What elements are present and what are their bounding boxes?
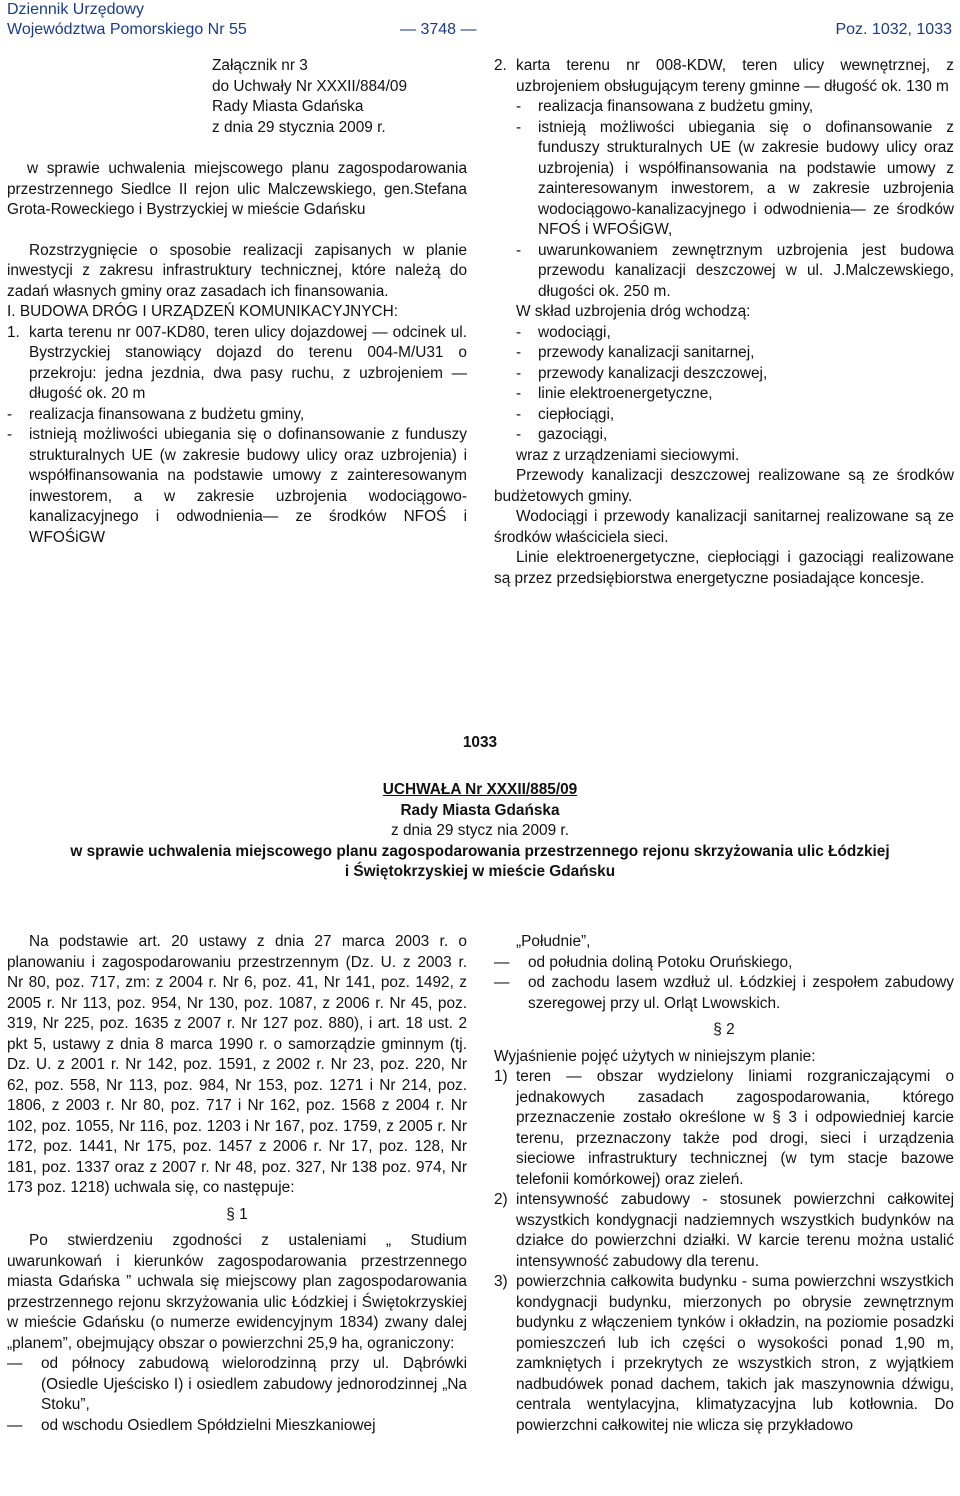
definition-text: intensywność zabudowy - stosunek powierzchni całkowitej wszystkich kondygnacji nadziemnych wszystkich budynków na działce do powierzchni działki. W karcie terenu można ustalić intensywność zabudowy dla terenu.	[516, 1191, 954, 1270]
paragraph-energy: Linie elektroenergetyczne, ciepłociągi i gazociągi realizowane są przez przedsiębiorstwa energetyczne posiadające koncesje.	[494, 549, 954, 587]
publication-title: Dziennik Urzędowy	[7, 1, 144, 18]
right-column-top	[494, 56, 954, 589]
resolution-date: z dnia 29 stycz nia 2009 r.	[391, 822, 569, 839]
annex-line-3: Rady Miasta Gdańska	[212, 98, 364, 115]
item-1-number: 1.	[7, 323, 20, 341]
list-item: — od wschodu Osiedlem Spółdzielni Mieszkaniowej	[7, 1416, 467, 1437]
list-item: - przewody kanalizacji sanitarnej,	[516, 343, 954, 364]
page-number: — 3748 —	[400, 21, 477, 38]
list-item: - realizacja finansowana z budżetu gminy,	[516, 97, 954, 118]
list-item: — od południa doliną Potoku Oruńskiego,	[494, 953, 954, 974]
annex-line-4: z dnia 29 stycznia 2009 r.	[212, 118, 386, 136]
item-2-text: karta terenu nr 008-KDW, teren ulicy wewnętrznej, z uzbrojeniem obsługującym tereny gminne — długość ok. 130 m	[516, 57, 954, 95]
annex-line-1: Załącznik nr 3	[212, 57, 308, 74]
definition-text: powierzchnia całkowita budynku - suma powierzchni wszystkich kondygnacji budynku, mierzonych po obrysie zewnętrznym budynku z włączeniem tynków i okładzin, na poziomie posadzki pomieszczeń lub ich części o wysokości ponad 1,90 m, zamkniętych i przekrytych ze wszystkich stron, z wyjątkiem nadbudówek ponad dachem, takich jak maszynownia dźwigu, centrala wentylacyjna, klimatyzacyjna lub kotłownia. Do powierzchni całkowitej nie wlicza się przykładowo	[516, 1273, 954, 1434]
annex-block	[7, 56, 467, 138]
section-heading: I. BUDOWA DRÓG I URZĄDZEŃ KOMUNIKACYJNYCH:	[7, 303, 399, 320]
paragraph-1-sign: § 1	[226, 1205, 248, 1223]
paragraph-2-sign: § 2	[713, 1021, 735, 1038]
list-item: - ciepłociągi,	[516, 405, 954, 426]
right-column-bottom	[494, 932, 954, 1436]
list-item: - wodociągi,	[516, 323, 954, 344]
resolution-title: UCHWAŁA Nr XXXII/885/09	[382, 781, 578, 798]
left-column-top	[7, 56, 467, 548]
item-2-bullets	[494, 97, 954, 302]
resolution-council: Rady Miasta Gdańska	[400, 801, 560, 819]
resolution-subject-line-2: i Świętokrzyskiej w mieście Gdańsku	[344, 863, 616, 880]
annex-subject: w sprawie uchwalenia miejscowego planu zagospodarowania przestrzennego Siedlce II rejon ulic Malczewskiego, gen.Stefana Grota-Roweckiego i Bystrzyckiej w mieście Gdańsku	[7, 160, 467, 218]
resolution-header	[0, 780, 960, 883]
legal-basis: Na podstawie art. 20 ustawy z dnia 27 marca 2003 r. o planowaniu i zagospodarowaniu przestrzennym (Dz. U. z 2003 r. Nr 80, poz. 717, zm: z 2004 r. Nr 6, poz. 41, Nr 141, poz. 1492, z 2005 r. Nr 113, poz. 954, Nr 130, poz. 1087, z 2006 r. Nr 45, poz. 319, Nr 225, poz. 1635 z 2007 r. Nr 127 poz. 880), i art. 18 ust. 2 pkt 5, ustawy z dnia 8 marca 1990 r. o samorządzie gminnym (tj. Dz. U. z 2001 r. Nr 142, poz. 1591, z 2002 r. Nr 23, poz. 220, Nr 62, poz. 558, Nr 113, poz. 984, Nr 153, poz. 1271 i Nr 214, poz. 1806, z 2003 r. Nr 80, poz. 717 i Nr 162, poz. 1568 z 2004 r. Nr 102, poz. 1055, Nr 116, poz. 1203 i Nr 167, poz. 1759, z 2005 r. Nr 172, poz. 1441, Nr 175, poz. 1457 z 2006 r. Nr 17, poz. 128, Nr 181, poz. 1337 oraz z 2007 r. Nr 48, poz. 327, Nr 138 poz. 974, Nr 173 poz. 1218) uchwala się, co następuje:	[7, 933, 467, 1196]
resolution-number: 1033	[462, 734, 498, 751]
item-1-bullets	[7, 405, 467, 549]
page-header-left	[7, 0, 247, 40]
paragraph-rainwater: Przewody kanalizacji deszczowej realizowane są ze środków budżetowych gminy.	[494, 467, 954, 505]
voivodeship-issue: Województwa Pomorskiego Nr 55	[7, 21, 247, 38]
item-1-text: karta terenu nr 007-KD80, teren ulicy dojazdowej — odcinek ul. Bystrzyckiej stanowiący dojazd do terenu 004-M/U31 o przekroju: jedna jezdnia, dwa pasy ruchu, z uzbrojeniem — długość ok. 20 m	[29, 323, 467, 402]
definition-number: 1)	[494, 1068, 508, 1085]
list-item: — od zachodu lasem wzdłuż ul. Łódzkiej i zespołem zabudowy szeregowej przy ul. Orląt Lwowskich.	[494, 973, 954, 1014]
definition-item	[494, 1272, 954, 1436]
definition-text: teren — obszar wydzielony liniami rozgraniczającymi o jednakowych zasadach zagospodarowania, którego przeznaczenie zostało określone w § 3 i odpowiedniej karcie terenu, przeznaczony także pod drogi, sieci i urządzenia sieciowe infrastruktury technicznej (w tym stacje bazowe telefonii komórkowej) oraz zieleń.	[516, 1068, 954, 1188]
list-item: - istnieją możliwości ubiegania się o dofinansowanie z funduszy strukturalnych UE (w zakresie budowy ulicy oraz uzbrojenia) i współfinansowania na podstawie umowy z zainteresowanym inwestorem, a w zakresie uzbrojenia wodociągowo-kanalizacyjnego i odwodnienia— ze środków NFOŚ i WFOŚiGW	[7, 425, 467, 548]
list-item: - gazociągi,	[516, 425, 954, 446]
definition-item	[494, 1067, 954, 1190]
annex-line-2: do Uchwały Nr XXXII/884/09	[212, 77, 408, 95]
utilities-intro: W skład uzbrojenia dróg wchodzą:	[516, 303, 751, 320]
list-item: - istnieją możliwości ubiegania się o dofinansowanie z funduszy strukturalnych UE (w zakresie budowy ulicy oraz uzbrojenia) i współfinansowania na podstawie umowy z zainteresowanym inwestorem, a w zakresie uzbrojenia wodociągowo-kanalizacyjnego i odwodnienia— ze środków NFOŚ i WFOŚiGW,	[516, 118, 954, 241]
definitions-intro: Wyjaśnienie pojęć użytych w niniejszym planie:	[494, 1047, 816, 1065]
definition-item	[494, 1190, 954, 1272]
paragraph-water: Wodociągi i przewody kanalizacji sanitarnej realizowane są ze środków właściciela sieci.	[494, 508, 954, 546]
definition-number: 2)	[494, 1191, 508, 1208]
bounds-continued: „Południe”,	[516, 933, 591, 950]
decision-paragraph: Rozstrzygnięcie o sposobie realizacji zapisanych w planie inwestycji z zakresu infrastruktury technicznej, które należą do zadań własnych gminy oraz zasadach ich finansowania.	[7, 241, 467, 300]
list-item: - uwarunkowaniem zewnętrznym uzbrojenia jest budowa przewodu kanalizacji deszczowej w ul. J.Malczewskiego, długości ok. 250 m.	[516, 241, 954, 303]
resolution-subject-line-1: w sprawie uchwalenia miejscowego planu zagospodarowania przestrzennego rejonu skrzyżowania ulic Łódzkiej	[70, 842, 890, 860]
utilities-list	[494, 323, 954, 446]
item-1	[7, 323, 467, 405]
list-item: - linie elektroenergetyczne,	[516, 384, 954, 405]
list-item: — od północy zabudową wielorodzinną przy ul. Dąbrówki (Osiedle Ujeścisko I) i osiedlem zabudowy jednorodzinnej „Na Stoku”,	[7, 1354, 467, 1416]
left-column-bottom	[7, 932, 467, 1436]
list-item: - przewody kanalizacji deszczowej,	[516, 364, 954, 385]
position-number: Poz. 1032, 1033	[835, 21, 952, 38]
utilities-outro: wraz z urządzeniami sieciowymi.	[516, 446, 740, 464]
list-item: - realizacja finansowana z budżetu gminy,	[7, 405, 467, 426]
item-2	[494, 56, 954, 97]
definition-number: 3)	[494, 1273, 508, 1290]
paragraph-1-text: Po stwierdzeniu zgodności z ustaleniami „ Studium uwarunkowań i kierunków zagospodarowania przestrzennego miasta Gdańska ” uchwala się miejscowy plan zagospodarowania przestrzennego rejonu skrzyżowania ulic Łódzkiej i Świętokrzyskiej w mieście Gdańsku (o numerze ewidencyjnym 1834) zwany dalej „planem”, obejmujący obszar o powierzchni 25,9 ha, ograniczony:	[7, 1232, 467, 1352]
item-2-number: 2.	[494, 57, 507, 74]
